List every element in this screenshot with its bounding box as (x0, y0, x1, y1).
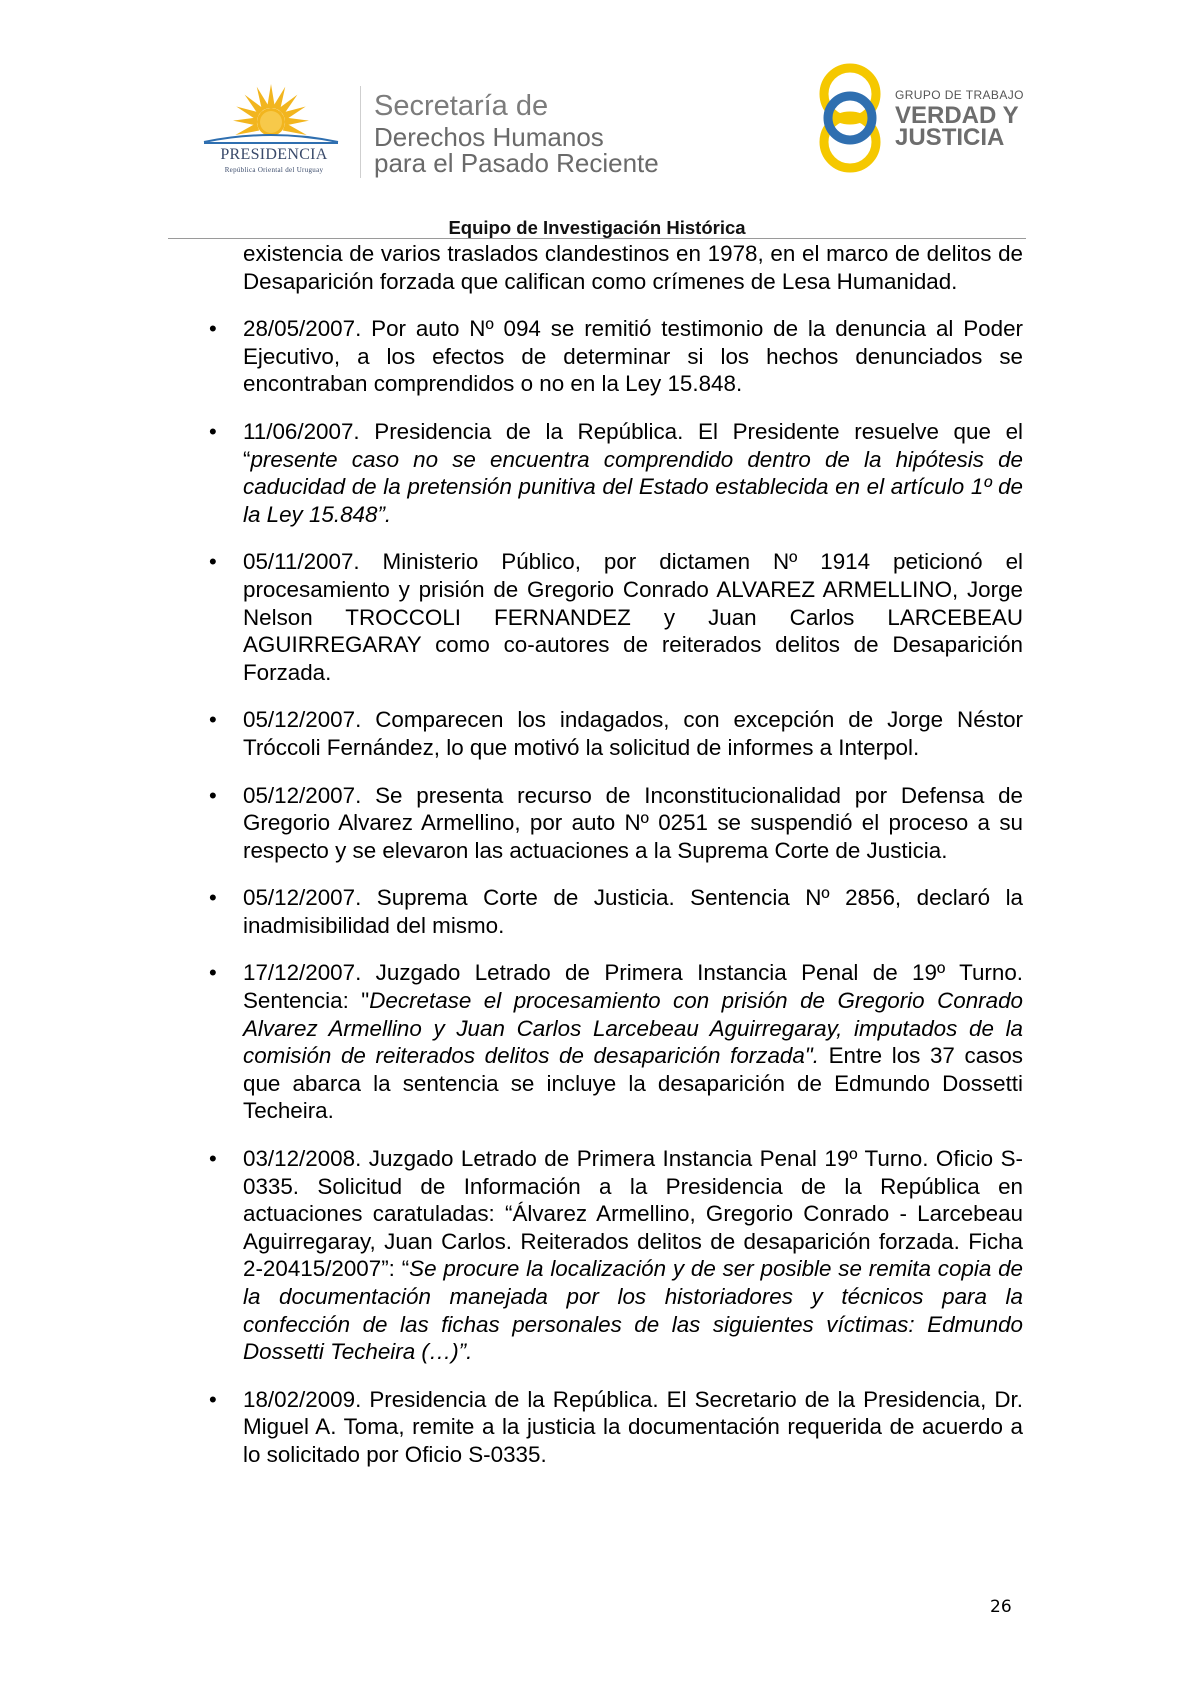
item-text: 05/12/2007. Se presenta recurso de Inconstitucionalidad por Defensa de Gregorio Alvarez Armellino, por auto Nº 0251 se suspendió el proceso a su respecto y se elevaron las actuaciones a la Suprema Corte de Justicia. (243, 782, 1023, 863)
presidencia-subtitle: República Oriental del Uruguay (224, 166, 324, 174)
item-quote: Decretase el procesamiento con prisión de Gregorio Conrado Alvarez Armellino y Juan Carlos Larcebeau Aguirregaray, imputados de la comisión de reiterados delitos de desaparición forzada". (243, 988, 1023, 1069)
page-header (0, 0, 1190, 240)
list-item (209, 315, 1023, 398)
list-item (209, 1145, 1024, 1366)
item-text-after: Entre los 37 casos que abarca la sentencia se incluye la desaparición de Edmundo Dossetti Techeira. (243, 1043, 1023, 1124)
list-item (209, 418, 1023, 528)
bullet-icon: • (209, 707, 217, 733)
item-text: 11/06/2007. Presidencia de la República. El Presidente resuelve que el “ (243, 418, 1023, 472)
item-text: 17/12/2007. Juzgado Letrado de Primera Instancia Penal de 19º Turno. Sentencia: " (243, 960, 1023, 1014)
bullet-icon: • (209, 1146, 217, 1172)
secretaria-line-3: para el Pasado Reciente (374, 148, 659, 178)
document-body (209, 240, 1024, 1469)
secretaria-line-1: Secretaría de (374, 90, 549, 122)
item-text: 05/12/2007. Suprema Corte de Justicia. Sentencia Nº 2856, declaró la inadmisibilidad del mismo. (243, 885, 1023, 938)
item-text: 03/12/2008. Juzgado Letrado de Primera Instancia Penal 19º Turno. Oficio S-0335. Solicitud de Información a la Presidencia de la República en actuaciones caratuladas: “Álvarez Armellino, Gregorio Conrado - Larcebeau Aguirregaray, Juan Carlos. Reiterados delitos de desaparición forzada. Ficha 2-20415/2007”: “ (243, 1146, 1023, 1282)
list-item (209, 959, 1023, 1125)
item-text: 05/11/2007. Ministerio Público, por dictamen Nº 1914 peticionó el procesamiento y prisión de Gregorio Conrado ALVAREZ ARMELLINO, Jorge Nelson TROCCOLI FERNANDEZ y Juan Carlos LARCEBEAU AGUIRREGARAY como co-autores de reiterados delitos de Desaparición Forzada. (243, 549, 1023, 685)
bullet-icon: • (209, 549, 217, 575)
bullet-icon: • (209, 316, 217, 342)
bullet-icon: • (209, 418, 217, 444)
item-text: 05/12/2007. Comparecen los indagados, con excepción de Jorge Néstor Tróccoli Fernández, lo que motivó la solicitud de informes a Interpol. (243, 707, 1023, 760)
item-text: 28/05/2007. Por auto Nº 094 se remitió testimonio de la denuncia al Poder Ejecutivo, a los efectos de determinar si los hechos denunciados se encontraban comprendidos o no en la Ley 15.848. (243, 316, 1023, 397)
list-item (209, 1386, 1023, 1469)
item-text: 18/02/2009. Presidencia de la República. El Secretario de la Presidencia, Dr. Miguel A. Toma, remite a la justicia la documentación requerida de acuerdo a lo solicitado por Oficio S-0335. (243, 1386, 1023, 1467)
verdad-label: VERDAD Y (895, 102, 1019, 129)
presidencia-title: PRESIDENCIA (220, 146, 328, 163)
header-divider (360, 86, 361, 178)
item-quote: presente caso no se encuentra comprendido dentro de la hipótesis de caducidad de la pretensión punitiva del Estado establecida en el artículo 1º de la Ley 15.848”. (243, 446, 1023, 527)
bullet-icon: • (209, 1386, 217, 1412)
bullet-icon: • (209, 782, 217, 808)
bullet-icon: • (209, 885, 217, 911)
list-item (209, 706, 1023, 761)
intro-paragraph: existencia de varios traslados clandestinos en 1978, en el marco de delitos de Desaparición forzada que califican como crímenes de Lesa Humanidad. (243, 241, 1023, 294)
list-item (209, 782, 1023, 865)
secretaria-line-2: Derechos Humanos (374, 122, 604, 152)
list-item (209, 548, 1023, 686)
team-title: Equipo de Investigación Histórica (448, 217, 746, 238)
grupo-trabajo-label: GRUPO DE TRABAJO (895, 88, 1024, 102)
justicia-label: JUSTICIA (895, 124, 1005, 151)
item-quote: Se procure la localización y de ser posible se remita copia de la documentación manejada por los historiadores y técnicos para la confección de las fichas personales de las siguientes víctimas: Edmundo Dossetti Techeira (…)”. (243, 1256, 1024, 1365)
bullet-icon: • (209, 960, 217, 986)
page-number: 26 (990, 1597, 1012, 1617)
list-item (209, 884, 1023, 939)
header-rule (168, 238, 1026, 239)
